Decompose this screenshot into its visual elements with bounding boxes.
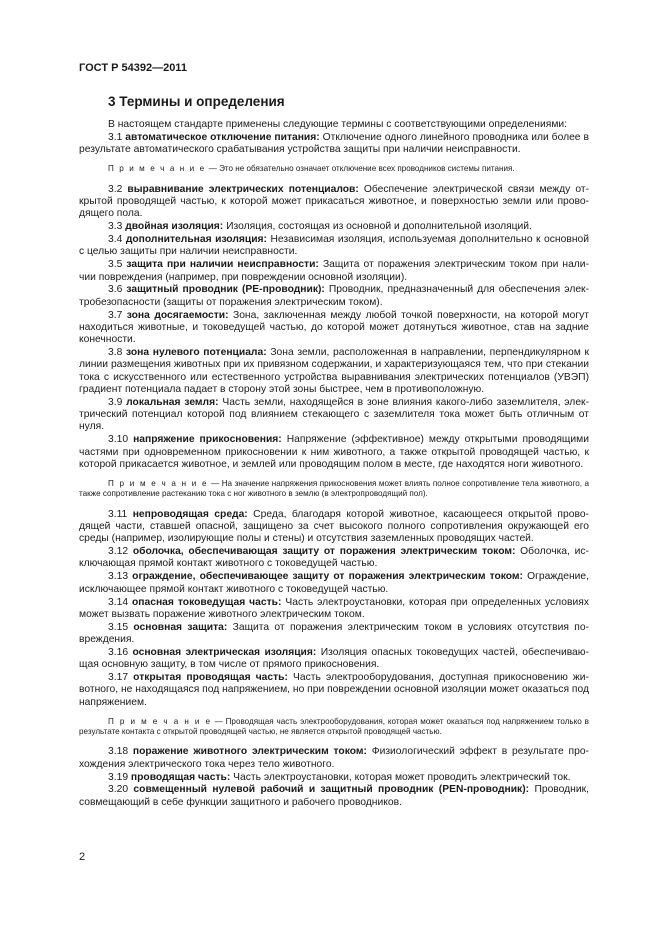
term-definition bbox=[79, 434, 589, 471]
term-name: зона нулевого потенциала: bbox=[126, 347, 267, 359]
term-definition bbox=[79, 347, 589, 396]
term-name: выравнивание электрических потенциалов: bbox=[127, 183, 359, 195]
term-number: 3.7 bbox=[108, 309, 123, 321]
term-definition bbox=[79, 784, 589, 809]
note-text: — На значение напряжения прикосновения может влиять полное сопротивление тела животного, а также сопротивление растеканию тока с ног животного в землю (в электропроводящий пол). bbox=[79, 479, 589, 499]
term-text: Среда, благодаря которой животное, касающееся открытой проводящей части, ставшей опасной, защищено за счет высокого полного сопротивления окружающей его среды (например, изолирующие полы и стены) и отсутствия заземленных проводящих частей. bbox=[79, 508, 589, 545]
term-definition bbox=[79, 397, 589, 434]
term-number: 3.10 bbox=[108, 434, 129, 446]
term-text: Физиологический эффект в результате прохождения электрического тока через тело животного. bbox=[79, 746, 589, 770]
term-number: 3.2 bbox=[108, 183, 123, 195]
term-definition bbox=[79, 132, 589, 157]
term-definition bbox=[79, 546, 589, 571]
term-number: 3.13 bbox=[108, 571, 129, 583]
term-number: 3.14 bbox=[108, 596, 129, 608]
term-text: Проводник, совмещающий в себе функции защитного и рабочего проводников. bbox=[79, 784, 589, 808]
term-name: зона досягаемости: bbox=[126, 309, 229, 321]
note-label: П р и м е ч а н и е bbox=[108, 479, 209, 489]
note bbox=[79, 717, 589, 737]
term-definition bbox=[79, 672, 589, 709]
term-number: 3.19 bbox=[108, 771, 129, 783]
note bbox=[79, 164, 589, 174]
term-name: защитный проводник (PE-проводник): bbox=[126, 284, 325, 296]
term-text: Обеспечение электрической связи между открытой проводящей частью, к которой может прикасаться животное, и поверхностью земли или проводящего пола. bbox=[79, 183, 589, 220]
term-number: 3.11 bbox=[108, 508, 128, 520]
term-definition bbox=[79, 259, 589, 284]
term-name: поражение животного электрическим током: bbox=[132, 746, 367, 758]
term-number: 3.5 bbox=[108, 259, 123, 271]
term-text: Напряжение (эффективное) между открытыми проводящими частями при одновременном прикосновении к ним животного, а также открытой проводящей частью, к которой прикасается животное, и землей или проводящим полом в месте, где находятся ноги животного. bbox=[79, 434, 589, 470]
terms-content bbox=[79, 119, 589, 810]
term-definition bbox=[79, 647, 589, 672]
term-text: Изоляция, состоящая из основной и дополнительной изоляций. bbox=[226, 221, 532, 233]
term-text: Изоляция опасных токоведущих частей, обеспечивающая основную защиту, в том числе от прямого прикосновения. bbox=[79, 646, 589, 671]
term-text: Часть электроустановки, которая может проводить электрический ток. bbox=[233, 771, 571, 783]
term-number: 3.8 bbox=[108, 347, 123, 359]
term-name: автоматическое отключение питания: bbox=[125, 131, 320, 143]
term-definition bbox=[79, 221, 589, 233]
term-text: Зона земли, расположенная в направлении, перпендикулярном к линии размещения животных при их привязном содержании, и характеризующаяся тем, что при стекании тока с искусственного или естественного устройства выравнивания электрических потенциалов (УВЭП) градиент потенциала падает в сторону этой зоны быстрее, чем в противоположную. bbox=[79, 347, 589, 395]
page-number: 2 bbox=[79, 851, 86, 863]
term-text: Зона, заключенная между любой точкой поверхности, на которой могут находиться животные, и токоведущей частью, до которой может дотянуться животное, став на задние конечности. bbox=[79, 309, 589, 346]
term-definition bbox=[79, 571, 589, 596]
term-definition bbox=[79, 184, 589, 221]
term-list bbox=[79, 132, 589, 809]
term-text: Отключение одного линейного проводника или более в результате автоматического срабатывания устройства защиты при наличии неисправности. bbox=[79, 131, 589, 156]
term-definition bbox=[79, 234, 589, 259]
term-name: проводящая часть: bbox=[130, 771, 231, 783]
term-name: основная защита: bbox=[133, 621, 228, 633]
term-text: Оболочка, исключающая прямой контакт животного с токоведущей частью. bbox=[79, 546, 589, 570]
note bbox=[79, 479, 589, 499]
term-name: основная электрическая изоляция: bbox=[132, 646, 317, 658]
term-text: Проводник, предназначенный для обеспечения электробезопасности (защиты от поражения электрическим током). bbox=[79, 284, 589, 308]
term-text: Защита от поражения электрическим током в условиях отсутствия повреждения. bbox=[79, 621, 589, 646]
note-text: — Это не обязательно означает отключение всех проводников системы питания. bbox=[208, 164, 515, 174]
term-text: Независимая изоляция, используемая дополнительно к основной с целью защиты при наличии неисправности. bbox=[79, 234, 589, 258]
term-text: Часть электроустановки, которая при определенных условиях может вызвать поражение животного электрическим током. bbox=[79, 596, 589, 620]
term-text: Ограждение, исключающее прямой контакт животного с токоведущей частью. bbox=[79, 571, 589, 595]
term-text: Часть земли, находящейся в зоне влияния какого-либо заземлителя, электрический потенциал которой под влиянием стекающего с заземлителя тока может быть отличным от нуля. bbox=[79, 396, 589, 433]
term-number: 3.1 bbox=[108, 131, 123, 143]
intro-paragraph: В настоящем стандарте применены следующие термины с соответствующими определениями: bbox=[108, 119, 568, 130]
document-header: ГОСТ Р 54392—2011 bbox=[79, 62, 187, 74]
term-name: ограждение, обеспечивающее защиту от поражения электрическим током: bbox=[132, 571, 523, 583]
term-definition bbox=[79, 746, 589, 771]
term-number: 3.9 bbox=[108, 396, 123, 408]
term-text: Часть электрооборудования, доступная прикосновению животного, не находящаяся под напряжением, но при повреждении основной изоляции может оказаться под напряжением. bbox=[79, 672, 589, 708]
section-title: 3 Термины и определения bbox=[108, 94, 285, 109]
term-number: 3.20 bbox=[108, 784, 129, 796]
term-name: локальная земля: bbox=[126, 396, 219, 408]
term-name: открытая проводящая часть: bbox=[133, 672, 288, 684]
term-name: опасная токоведущая часть: bbox=[132, 596, 282, 608]
term-definition bbox=[79, 509, 589, 546]
term-name: оболочка, обеспечивающая защиту от поражения электрическим током: bbox=[132, 546, 516, 558]
note-label: П р и м е ч а н и е bbox=[108, 164, 206, 174]
term-number: 3.4 bbox=[108, 234, 123, 246]
term-name: дополнительная изоляция: bbox=[125, 234, 267, 246]
note-text: — Проводящая часть электрооборудования, которая может оказаться под напряжением только в результате контакта с открытой проводящей частью, не является открытой проводящей частью. bbox=[79, 716, 589, 737]
term-number: 3.17 bbox=[108, 672, 129, 684]
term-name: непроводящая среда: bbox=[132, 508, 248, 520]
term-definition bbox=[79, 284, 589, 309]
term-name: совмещенный нулевой рабочий и защитный проводник (PEN-проводник): bbox=[133, 784, 530, 796]
note-label: П р и м е ч а н и е bbox=[108, 716, 212, 726]
term-number: 3.16 bbox=[108, 646, 129, 658]
term-text: Защита от поражения электрическим током при наличии повреждения (например, при повреждении основной изоляции). bbox=[79, 259, 589, 283]
term-name: двойная изоляция: bbox=[125, 221, 224, 233]
term-definition bbox=[79, 622, 589, 647]
term-name: напряжение прикосновения: bbox=[133, 434, 282, 446]
term-definition bbox=[79, 597, 589, 622]
term-number: 3.15 bbox=[108, 621, 129, 633]
term-definition bbox=[79, 310, 589, 347]
term-name: защита при наличии неисправности: bbox=[126, 259, 319, 271]
term-number: 3.18 bbox=[108, 746, 129, 758]
term-number: 3.12 bbox=[108, 546, 129, 558]
term-definition bbox=[79, 772, 589, 784]
term-number: 3.6 bbox=[108, 284, 123, 296]
term-number: 3.3 bbox=[108, 221, 123, 233]
